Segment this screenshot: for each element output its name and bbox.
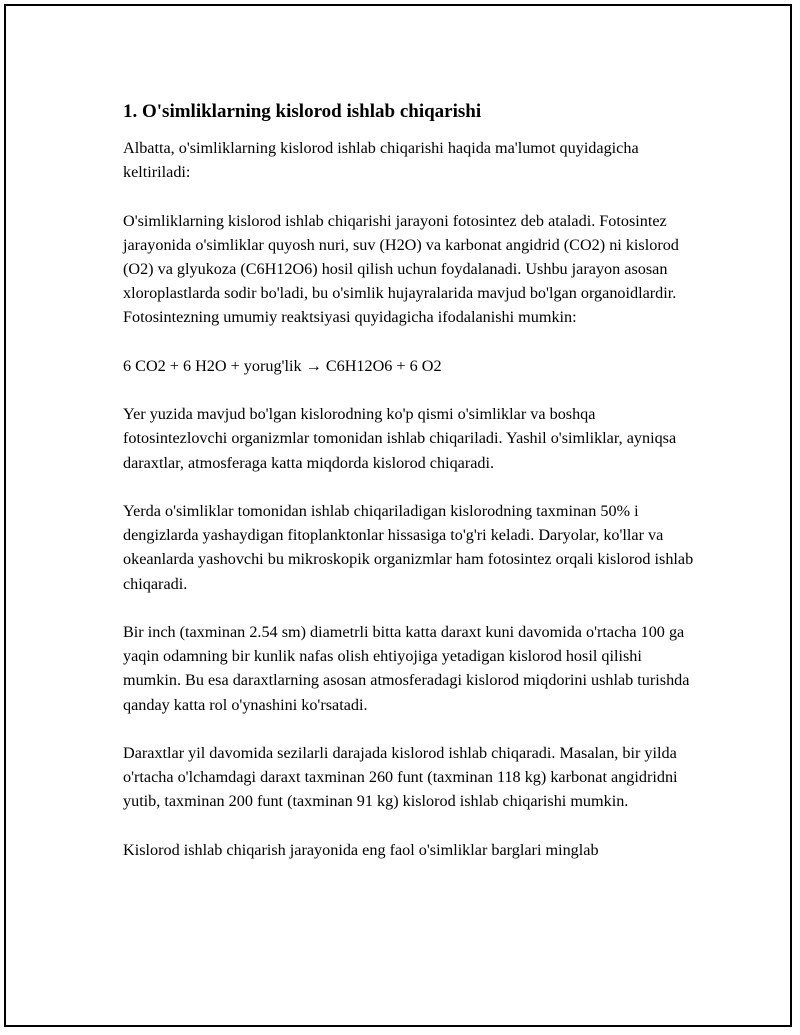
paragraph-tree-yearly: Daraxtlar yil davomida sezilarli darajada kislorod ishlab chiqaradi. Masalan, bir yilda o'rtacha o'lchamdagi daraxt taxminan 260 funt (taxminan 118 kg) karbonat angidridni yutib, taxminan 200 funt (taxminan 91 kg) kislorod ishlab chiqarishi mumkin. [123,743,678,811]
document-body [123,98,703,886]
paragraph-tree-daily: Bir inch (taxminan 2.54 sm) diametrli bitta katta daraxt kuni davomida o'rtacha 100 ga yaqin odamning bir kunlik nafas olish ehtiyojiga yetadigan kislorod hosil qilishi mumkin. Bu esa daraxtlarning asosan atmosferadagi kislorod miqdorini ushlab turishda qanday katta rol o'ynashini ko'rsatadi. [123,622,690,714]
paragraph-photosynthesis: O'simliklarning kislorod ishlab chiqarishi jarayoni fotosintez deb ataladi. Fotosintez jarayonida o'simliklar quyosh nuri, suv (H2O) va karbonat angidrid (CO2) ni kislorod (O2) va glyukoza (C6H12O6) hosil qilish uchun foydalanadi. Ushbu jarayon asosan xloroplastlarda sodir bo'ladi, bu o'simlik hujayralarida mavjud bo'lgan organoidlardir. Fotosintezning umumiy reaktsiyasi quyidagicha ifodalanishi mumkin: [123,211,679,327]
paragraph-active-plants: Kislorod ishlab chiqarish jarayonida eng faol o'simliklar barglari minglab [123,840,599,859]
paragraph-oxygen-sources: Yer yuzida mavjud bo'lgan kislorodning ko'p qismi o'simliklar va boshqa fotosintezlovchi organizmlar tomonidan ishlab chiqariladi. Yashil o'simliklar, ayniqsa daraxtlar, atmosferaga katta miqdorda kislorod chiqaradi. [123,405,677,472]
paragraph-equation: 6 CO2 + 6 H2O + yorug'lik → C6H12O6 + 6 O2 [123,356,442,375]
paragraph-intro: Albatta, o'simliklarning kislorod ishlab chiqarishi haqida ma'lumot quyidagicha keltiriladi: [123,139,639,182]
document-title: 1. O'simliklarning kislorod ishlab chiqarishi [123,101,482,122]
paragraph-phytoplankton: Yerda o'simliklar tomonidan ishlab chiqariladigan kislorodning taxminan 50% i dengizlarda yashaydigan fitoplanktonlar hissasiga to'g'ri keladi. Daryolar, ko'llar va okeanlarda yashovchi bu mikroskopik organizmlar ham fotosintez orqali kislorod ishlab chiqaradi. [123,501,694,593]
page-frame [4,4,792,1027]
